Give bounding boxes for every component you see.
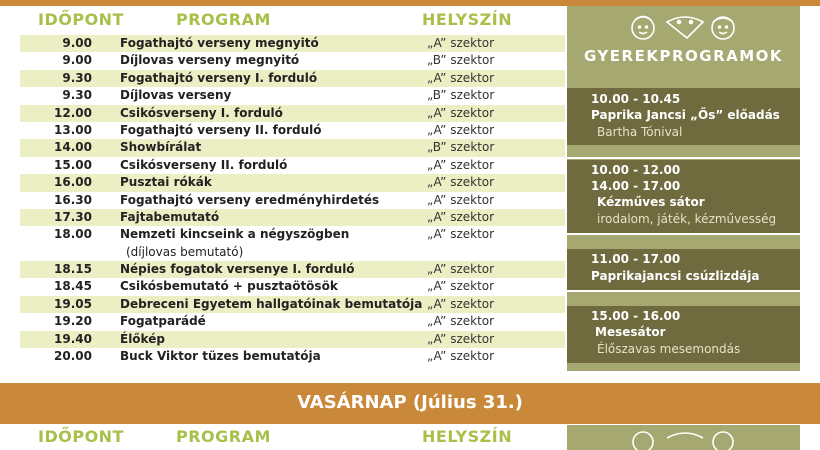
row-location: „A” szektor [427, 331, 495, 346]
header-time: IDŐPONT [38, 10, 124, 29]
kids-block-title: Paprika Jancsi „Ős” előadás [591, 108, 780, 122]
row-location: „A” szektor [427, 296, 495, 311]
table-row [20, 174, 565, 191]
kids-block-crafts-tent [567, 160, 800, 233]
row-time: 16.30 [54, 192, 92, 207]
kids-divider [567, 157, 800, 159]
row-location: „B” szektor [427, 53, 495, 68]
row-program: Showbírálat [120, 140, 202, 155]
kids-divider [567, 233, 800, 235]
sunday-header-location: HELYSZÍN [422, 427, 513, 446]
sunday-header-program: PROGRAM [176, 427, 271, 446]
kids-block-time: 11.00 - 17.00 [591, 252, 681, 266]
row-location: „A” szektor [427, 349, 495, 364]
table-row [20, 348, 565, 365]
kids-divider [567, 290, 800, 292]
kids-block-time-2: 14.00 - 17.00 [591, 179, 681, 193]
row-time: 15.00 [54, 157, 92, 172]
row-time: 17.30 [54, 209, 92, 224]
header-location: HELYSZÍN [422, 10, 513, 29]
row-location: „A” szektor [427, 175, 495, 190]
row-program: Fogathajtó verseny eredményhirdetés [120, 192, 380, 207]
table-row [20, 278, 565, 295]
table-row [20, 296, 565, 313]
table-row [20, 122, 565, 139]
row-location: „A” szektor [427, 209, 495, 224]
row-location: „A” szektor [427, 227, 495, 242]
table-row [20, 105, 565, 122]
row-location: „A” szektor [427, 157, 495, 172]
row-program: Élőkép [120, 331, 165, 346]
row-program: Buck Viktor tüzes bemutatója [120, 349, 321, 364]
row-time: 14.00 [54, 140, 92, 155]
kids-block-title: Mesesátor [595, 325, 666, 339]
row-program: Fogathajtó verseny II. forduló [120, 122, 322, 137]
kids-program-title: GYEREKPROGRAMOK [583, 47, 784, 65]
row-program: Nemzeti kincseink a négyszögben [120, 227, 350, 242]
row-program: Fajtabemutató [120, 209, 220, 224]
kids-block-time: 15.00 - 16.00 [591, 309, 681, 323]
kids-block-note: Bartha Tónival [597, 125, 683, 139]
row-time: 19.05 [54, 296, 92, 311]
kids-block-time: 10.00 - 12.00 [591, 163, 681, 177]
row-location: „B” szektor [427, 140, 495, 155]
row-program: Csikósverseny II. forduló [120, 157, 288, 172]
row-program: Debreceni Egyetem hallgatóinak bemutatója [120, 296, 423, 311]
kids-block-slingshot [567, 249, 800, 290]
table-row [20, 157, 565, 174]
table-row [20, 261, 565, 278]
row-location: „A” szektor [427, 36, 495, 50]
row-program: Díjlovas verseny [120, 88, 232, 103]
table-row [20, 209, 565, 226]
row-time: 9.00 [62, 36, 92, 50]
row-location: „B” szektor [427, 88, 495, 103]
kids-block-puppet-show [567, 88, 800, 145]
table-row [20, 35, 565, 52]
row-time: 9.00 [62, 53, 92, 68]
kids-faces-icon [625, 8, 745, 44]
table-row [20, 313, 565, 330]
table-row-subtitle [20, 244, 565, 261]
schedule-table [20, 35, 565, 365]
row-time: 9.30 [62, 70, 92, 85]
row-location: „A” szektor [427, 314, 495, 329]
row-time: 16.00 [54, 175, 92, 190]
row-location: „A” szektor [427, 262, 495, 277]
table-row [20, 331, 565, 348]
row-time: 18.15 [54, 262, 92, 277]
sunday-title: VASÁRNAP (Július 31.) [297, 392, 523, 413]
row-program: Csikósbemutató + pusztaötösök [120, 279, 338, 294]
row-program: Népies fogatok versenye I. forduló [120, 262, 355, 277]
row-location: „A” szektor [427, 70, 495, 85]
row-time: 18.45 [54, 279, 92, 294]
row-time: 20.00 [54, 349, 92, 364]
kids-block-time: 10.00 - 10.45 [591, 92, 681, 106]
header-program: PROGRAM [176, 10, 271, 29]
row-program: Csikósverseny I. forduló [120, 105, 283, 120]
row-program: Díjlovas verseny megnyitó [120, 53, 300, 68]
kids-block-story-tent [567, 306, 800, 363]
table-row [20, 226, 565, 243]
row-time: 18.00 [54, 227, 92, 242]
sunday-header-time: IDŐPONT [38, 427, 124, 446]
row-time: 19.20 [54, 314, 92, 329]
row-location: „A” szektor [427, 122, 495, 137]
kids-block-note: Élőszavas mesemondás [597, 342, 741, 356]
row-program-note: (díjlovas bemutató) [126, 244, 244, 259]
row-program: Pusztai rókák [120, 175, 212, 190]
kids-block-title: Paprikajancsi csúzlizdája [591, 269, 760, 283]
row-location: „A” szektor [427, 279, 495, 294]
row-program: Fogatparádé [120, 314, 206, 329]
row-location: „A” szektor [427, 192, 495, 207]
row-time: 13.00 [54, 122, 92, 137]
table-row [20, 139, 565, 156]
row-program: Fogathajtó verseny megnyitó [120, 36, 319, 50]
table-row [20, 192, 565, 209]
row-program: Fogathajtó verseny I. forduló [120, 70, 318, 85]
row-time: 12.00 [54, 105, 92, 120]
row-time: 19.40 [54, 331, 92, 346]
row-time: 9.30 [62, 88, 92, 103]
kids-block-note: irodalom, játék, kézművesség [597, 212, 777, 226]
row-location: „A” szektor [427, 105, 495, 120]
table-row [20, 52, 565, 69]
table-row [20, 70, 565, 87]
kids-faces-icon [625, 426, 745, 450]
table-row [20, 87, 565, 104]
kids-block-title: Kézműves sátor [597, 195, 705, 209]
